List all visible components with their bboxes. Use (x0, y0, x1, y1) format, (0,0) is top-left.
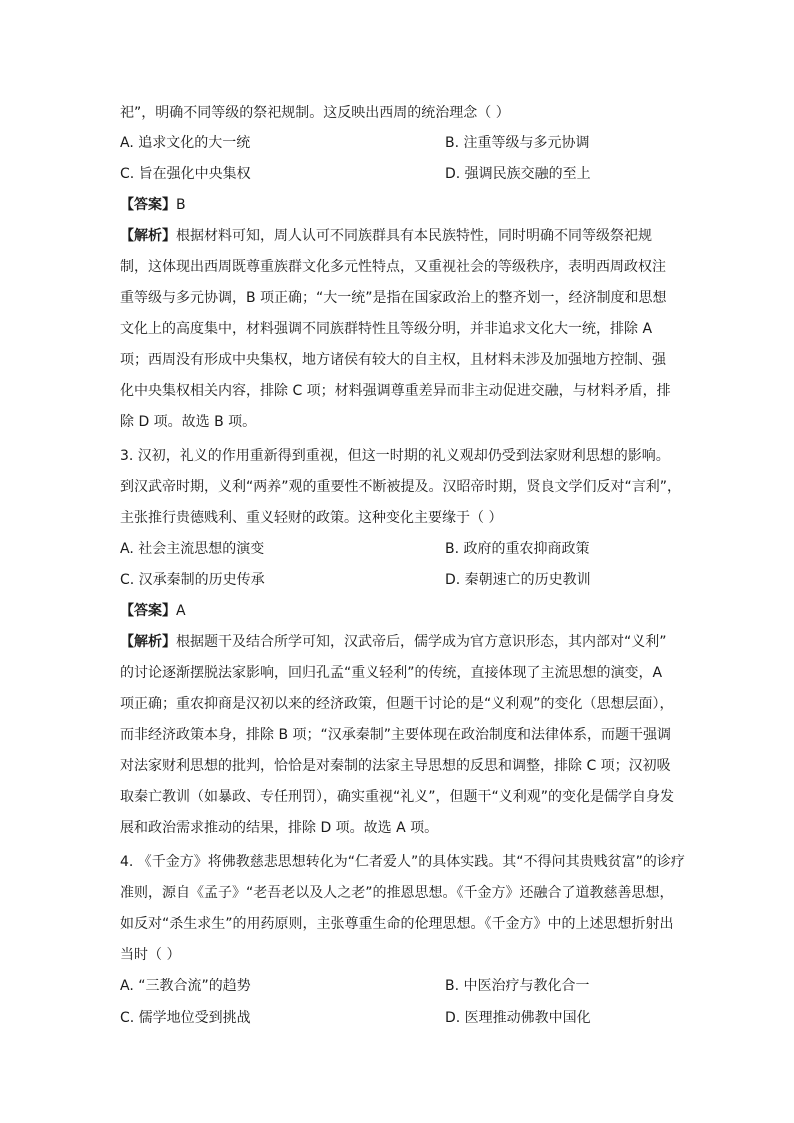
q3-stem-line: 3. 汉初，礼义的作用重新得到重视，但这一时期的礼义观却仍受到法家财利思想的影响。 (120, 448, 670, 464)
q3-analysis-line: 【解析】根据题干及结合所学可知，汉武帝后，儒学成为官方意识形态，其内部对“义利” (120, 634, 667, 650)
q2-analysis-line: 【解析】根据材料可知，周人认可不同族群具有本民族特性，同时明确不同等级祭祀规 (120, 228, 652, 244)
q3-analysis-line: 对法家财利思想的批判，恰恰是对秦制的法家主导思想的反思和调整，排除 C 项；汉初吸 (120, 758, 671, 774)
answer-value: B (176, 197, 186, 213)
q3-analysis-line: 展和政治需求推动的结果，排除 D 项。故选 A 项。 (120, 820, 439, 836)
q2-analysis-line: 除 D 项。故选 B 项。 (120, 414, 257, 430)
q2-answer (120, 195, 690, 215)
q2-option-b: B. 注重等级与多元协调 (445, 135, 590, 151)
q4-option-a: A. “三教合流”的趋势 (120, 978, 251, 994)
q3-option-b: B. 政府的重农抑商政策 (445, 541, 590, 557)
q3-option-c: C. 汉承秦制的历史传承 (120, 572, 265, 588)
q4-option-c: C. 儒学地位受到挑战 (120, 1010, 251, 1026)
q4-stem-line: 准则，源自《孟子》“老吾老以及人之老”的推恩思想。《千金方》还融合了道教慈善思想， (120, 885, 674, 901)
q2-option-c: C. 旨在强化中央集权 (120, 166, 251, 182)
q4-option-b: B. 中医治疗与教化合一 (445, 978, 590, 994)
q3-answer (120, 601, 690, 621)
q2-analysis-line: 制，这体现出西周既尊重族群文化多元性特点，又重视社会的等级秩序，表明西周政权注 (120, 259, 666, 275)
q2-option-a: A. 追求文化的大一统 (120, 135, 251, 151)
q3-option-a: A. 社会主流思想的演变 (120, 541, 265, 557)
q2-analysis-line: 项；西周没有形成中央集权，地方诸侯有较大的自主权，且材料未涉及加强地方控制、强 (120, 352, 666, 368)
q2-stem-tail: 祀”，明确不同等级的祭祀规制。这反映出西周的统治理念（ ） (120, 105, 510, 121)
q2-analysis-line: 化中央集权相关内容，排除 C 项；材料强调尊重差异而非主动促进交融，与材料矛盾，排 (120, 383, 671, 399)
q2-option-d: D. 强调民族交融的至上 (445, 166, 591, 182)
q3-stem-line: 主张推行贵德贱利、重义轻财的政策。这种变化主要缘于（ ） (120, 510, 503, 526)
q3-analysis-line: 取秦亡教训（如暴政、专任刑罚），确实重视“礼义”，但题干“义利观”的变化是儒学自身发 (120, 789, 675, 805)
analysis-label: 【解析】 (120, 228, 176, 244)
q4-option-d: D. 医理推动佛教中国化 (445, 1010, 591, 1026)
q3-analysis-line: 项正确；重农抑商是汉初以来的经济政策，但题干讨论的是“义利观”的变化（思想层面）， (120, 696, 674, 712)
q2-analysis-line: 重等级与多元协调，B 项正确；“大一统”是指在国家政治上的整齐划一，经济制度和思想 (120, 290, 667, 306)
answer-value: A (176, 603, 186, 619)
q4-stem-line: 如反对“杀生求生”的用药原则，主张尊重生命的伦理思想。《千金方》中的上述思想折射出 (120, 916, 674, 932)
q4-stem-line: 当时（ ） (120, 947, 181, 963)
answer-label: 【答案】 (120, 197, 176, 213)
q3-stem-line: 到汉武帝时期，义利“两养”观的重要性不断被提及。汉昭帝时期，贤良文学们反对“言利”， (120, 479, 682, 495)
q3-analysis-line: 的讨论逐渐摆脱法家影响，回归孔孟“重义轻利”的传统，直接体现了主流思想的演变，A (120, 665, 663, 681)
answer-label: 【答案】 (120, 603, 176, 619)
q3-option-d: D. 秦朝速亡的历史教训 (445, 572, 591, 588)
q3-analysis-line: 而非经济政策本身，排除 B 项；“汉承秦制”主要体现在政治制度和法律体系，而题干强调 (120, 727, 672, 743)
analysis-label: 【解析】 (120, 634, 176, 650)
q4-stem-line: 4. 《千金方》将佛教慈悲思想转化为“仁者爱人”的具体实践。其“不得问其贵贱贫富”的诊疗 (120, 854, 685, 870)
q2-analysis-line: 文化上的高度集中，材料强调不同族群特性且等级分明，并非追求文化大一统，排除 A (120, 321, 653, 337)
